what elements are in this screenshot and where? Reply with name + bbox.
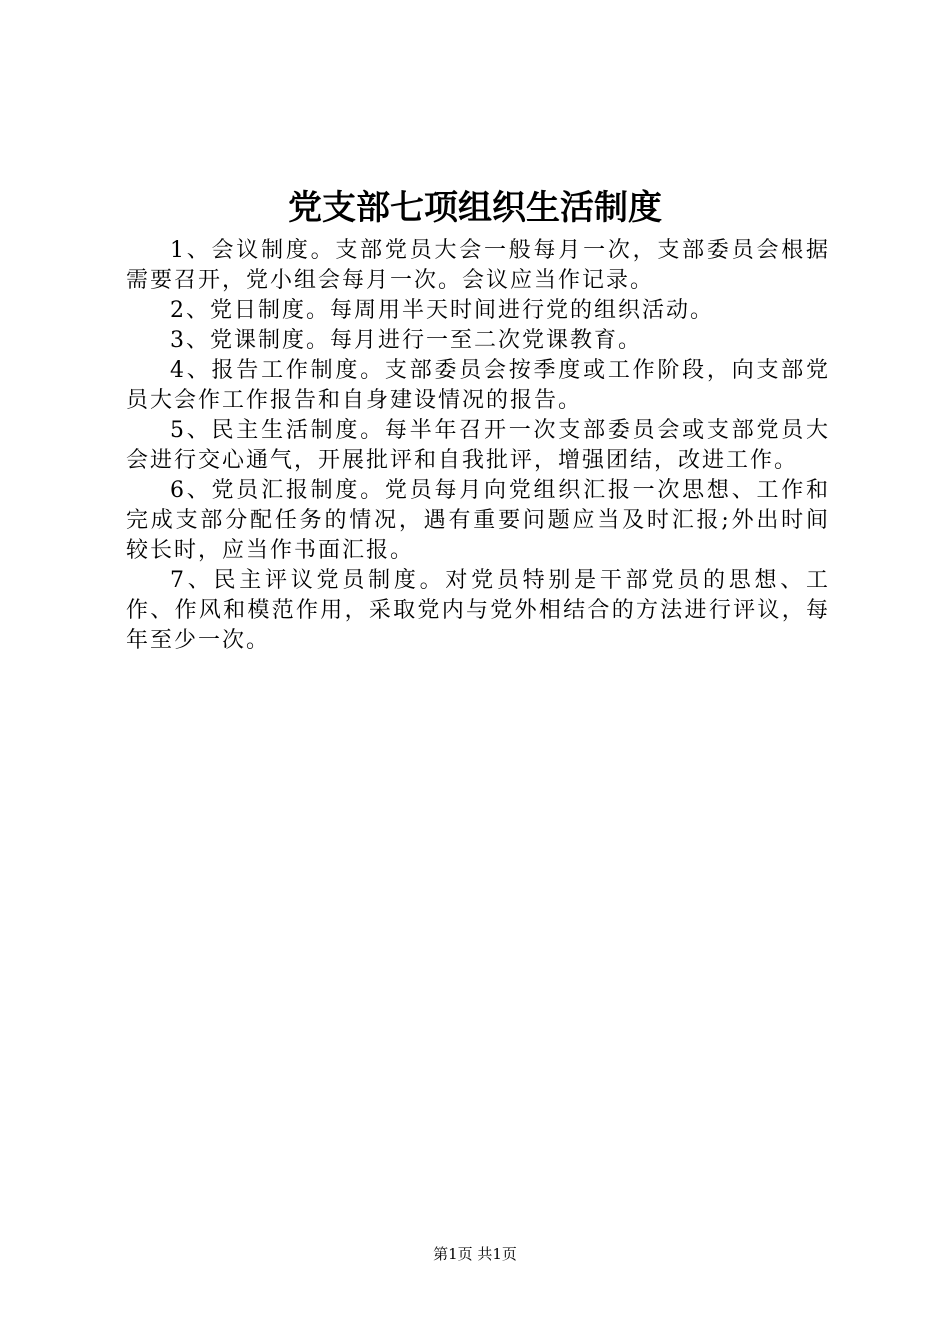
paragraph-party-day-system: 2、党日制度。每周用半天时间进行党的组织活动。 (170, 298, 714, 323)
paragraph-democratic-life-system: 5、民主生活制度。每半年召开一次支部委员会或支部党员大会进行交心通气，开展批评和自我批评，增强团结，改进工作。 (126, 418, 830, 473)
paragraph-work-report-system: 4、报告工作制度。支部委员会按季度或工作阶段，向支部党员大会作工作报告和自身建设情况的报告。 (126, 358, 830, 413)
document-title: 党支部七项组织生活制度 (288, 188, 662, 228)
paragraph-member-report-system: 6、党员汇报制度。党员每月向党组织汇报一次思想、工作和完成支部分配任务的情况，遇有重要问题应当及时汇报;外出时间较长时，应当作书面汇报。 (126, 478, 830, 563)
paragraph-party-lecture-system: 3、党课制度。每月进行一至二次党课教育。 (170, 328, 642, 353)
document-body (126, 236, 830, 656)
paragraph-meeting-system: 1、会议制度。支部党员大会一般每月一次，支部委员会根据需要召开，党小组会每月一次。会议应当作记录。 (126, 238, 830, 293)
paragraph-democratic-review-system: 7、民主评议党员制度。对党员特别是干部党员的思想、工作、作风和模范作用，采取党内与党外相结合的方法进行评议，每年至少一次。 (126, 568, 830, 653)
page-footer: 第1页 共1页 (433, 1245, 517, 1263)
